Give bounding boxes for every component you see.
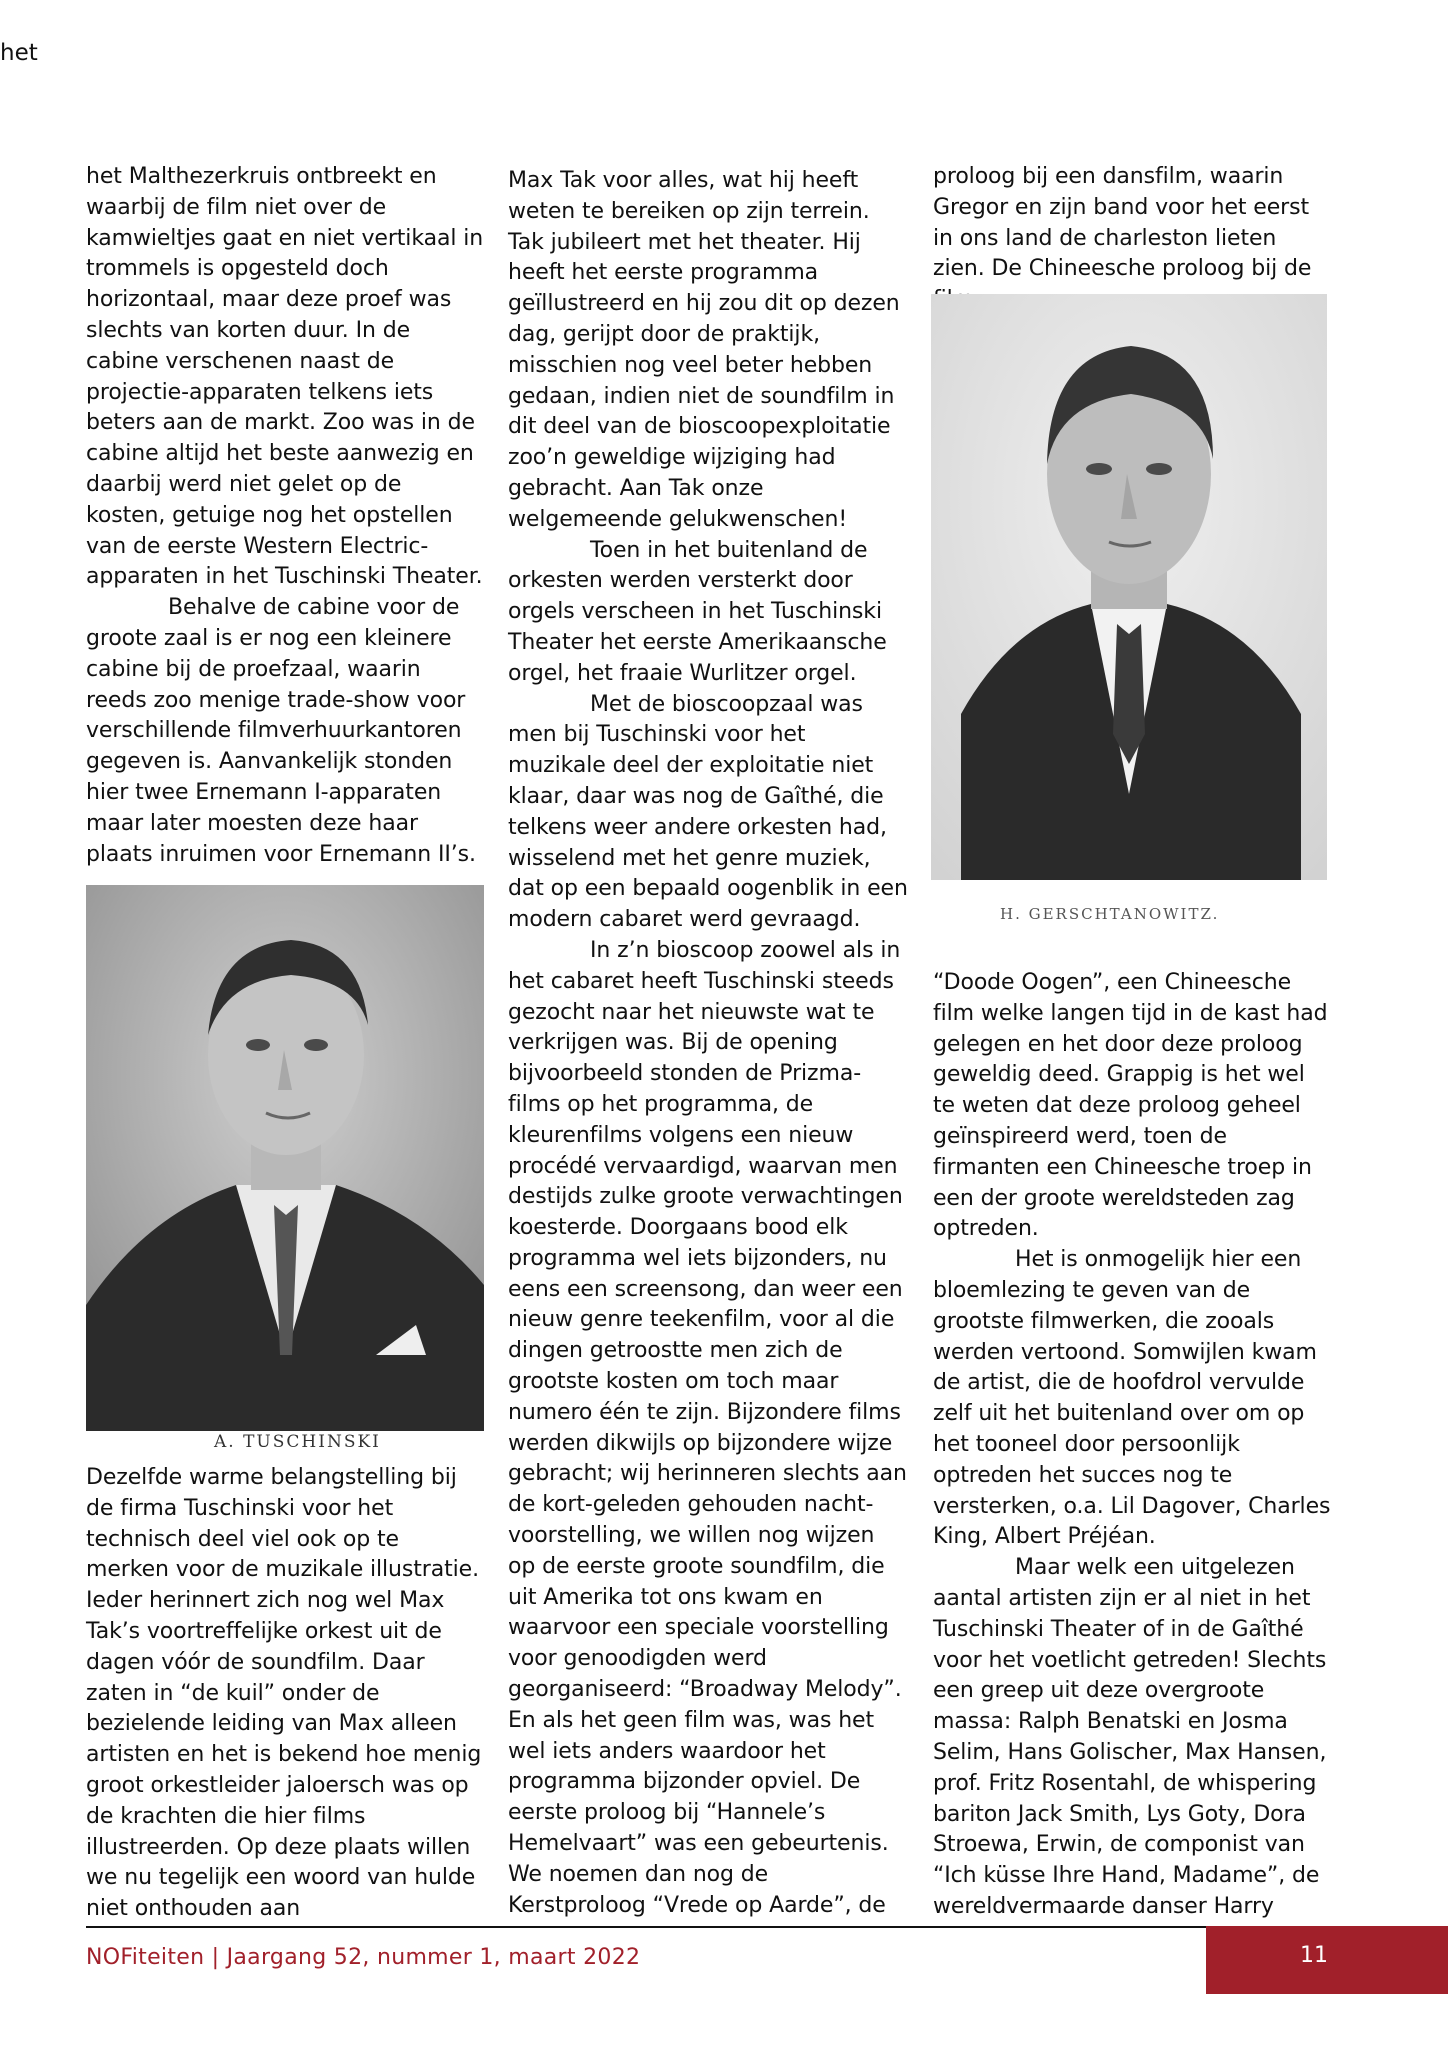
paragraph: Toen in het buitenland de orkesten werden versterkt door orgels verscheen in het Tuschinski Theater het eerste Amerikaansche orgel, het fraaie Wurlitzer orgel. [508, 537, 887, 686]
footer-publication: NOFiteiten | Jaargang 52, nummer 1, maart 2022 [86, 1945, 641, 1970]
gerschtanowitz-portrait-photo [931, 294, 1327, 880]
column-1-top [86, 162, 486, 870]
paragraph: “Doode Oogen”, een Chineesche film welke langen tijd in de kast had gelegen en het door deze proloog geweldig deed. Grappig is het wel te weten dat deze proloog geheel geïnspireerd werd, toen de firmanten een Chineesche troep in een der groote wereldsteden zag optreden. [933, 970, 1328, 1242]
column-3-bottom [933, 968, 1333, 1923]
tuschinski-caption: A. TUSCHINSKI [214, 1432, 381, 1452]
column-2 [508, 166, 908, 1921]
paragraph: Maar welk een uitgelezen aantal artisten zijn er al niet in het Tuschinski Theater of in de Gaîthé voor het voetlicht getreden! Slechts een greep uit deze overgroote massa: Ralph Benatski en Josma Selim, Hans Golischer, Max Hansen, prof. Fritz Rosentahl, de whispering bariton Jack Smith, Lys Goty, Dora Stroewa, Erwin, de componist van “Ich küsse Ihre Hand, Madame”, de wereldvermaarde danser Harry [933, 1555, 1327, 1919]
paragraph: het Malthezerkruis ontbreekt en waarbij de film niet over de kamwieltjes gaat en niet vertikaal in trommels is opgesteld doch horizontaal, maar deze proef was slechts van korten duur. In de cabine verschenen naast de projectie-apparaten telkens iets beters aan de markt. Zoo was in de cabine altijd het beste aanwezig en daarbij werd niet gelet op de kosten, getuige nog het opstellen van de eerste Western Electric-apparaten in het Tuschinski Theater. [86, 164, 484, 590]
paragraph: Het is onmogelijk hier een bloemlezing te geven van de grootste filmwerken, die zooals werden vertoond. Somwijlen kwam de artist, die de hoofdrol vervulde zelf uit het buitenland over om op het tooneel door persoonlijk optreden het succes nog te versterken, o.a. Lil Dagover, Charles King, Albert Préjéan. [933, 1247, 1331, 1550]
page-number: 11 [1300, 1943, 1328, 1968]
paragraph: Max Tak voor alles, wat hij heeft weten te bereiken op zijn terrein. Tak jubileert met het theater. Hij heeft het eerste programma geïllustreerd en hij zou dit op dezen dag, gerijpt door de praktijk, misschien nog veel beter hebben gedaan, indien niet de soundfilm in dit deel van de bioscoopexploitatie zoo’n geweldige wijziging had gebracht. Aan Tak onze welgemeende gelukwenschen! [508, 168, 900, 532]
header-corner-word: het [0, 40, 38, 66]
footer-rule [86, 1926, 1206, 1928]
paragraph: In z’n bioscoop zoowel als in het cabaret heeft Tuschinski steeds gezocht naar het nieuwste wat te verkrijgen was. Bij de opening bijvoorbeeld stonden de Prizma-films op het programma, de kleurenfilms volgens een nieuw procédé vervaardigd, waarvan men destijds zulke groote verwachtingen koesterde. Doorgaans bood elk programma wel iets bijzonders, nu eens een screensong, dan weer een nieuw genre teekenfilm, voor al die dingen getroostte men zich de grootste kosten om toch maar numero één te zijn. Bijzondere films werden dikwijls op bijzondere wijze gebracht; wij herinneren slechts aan de kort-geleden gehouden nacht-voorstelling, we willen nog wijzen op de eerste groote soundfilm, die uit Amerika tot ons kwam en waarvoor een speciale voorstelling voor genoodigden werd georganiseerd: “Broadway Melody”. En als het geen film was, was het wel iets anders waardoor het programma bijzonder opviel. De eerste proloog bij “Hannele’s Hemelvaart” was een gebeurtenis. We noemen dan nog de Kerstproloog “Vrede op Aarde”, de [508, 937, 907, 1918]
tuschinski-portrait-photo [86, 885, 484, 1431]
paragraph: Behalve de cabine voor de groote zaal is er nog een kleinere cabine bij de proefzaal, waarin reeds zoo menige trade-show voor verschillende filmverhuurkantoren gegeven is. Aanvankelijk stonden hier twee Ernemann I-apparaten maar later moesten deze haar plaats inruimen voor Ernemann II’s. [86, 595, 476, 867]
paragraph: Met de bioscoopzaal was men bij Tuschinski voor het muzikale deel der exploitatie niet klaar, daar was nog de Gaîthé, die telkens weer andere orkesten had, wisselend met het genre muziek, dat op een bepaald oogenblik in een modern cabaret werd gevraagd. [508, 691, 908, 933]
paragraph: Dezelfde warme belangstelling bij de firma Tuschinski voor het technisch deel viel ook op te merken voor de muzikale illustratie. Ieder herinnert zich nog wel Max Tak’s voortreffelijke orkest uit de dagen vóór de soundfilm. Daar zaten in “de kuil” onder de bezielende leiding van Max alleen artisten en het is bekend hoe menig groot orkestleider jaloersch was op de krachten die hier films illustreerden. Op deze plaats willen we nu tegelijk een woord van hulde niet onthouden aan [86, 1465, 482, 1922]
gerschtanowitz-caption: H. GERSCHTANOWITZ. [1000, 905, 1220, 923]
column-1-bottom [86, 1463, 486, 1925]
paragraph: proloog bij een dansfilm, waarin Gregor en zijn band voor het eerst in ons land de charleston lieten zien. De Chineesche proloog bij de [933, 164, 1312, 282]
column-3-top [933, 162, 1333, 316]
